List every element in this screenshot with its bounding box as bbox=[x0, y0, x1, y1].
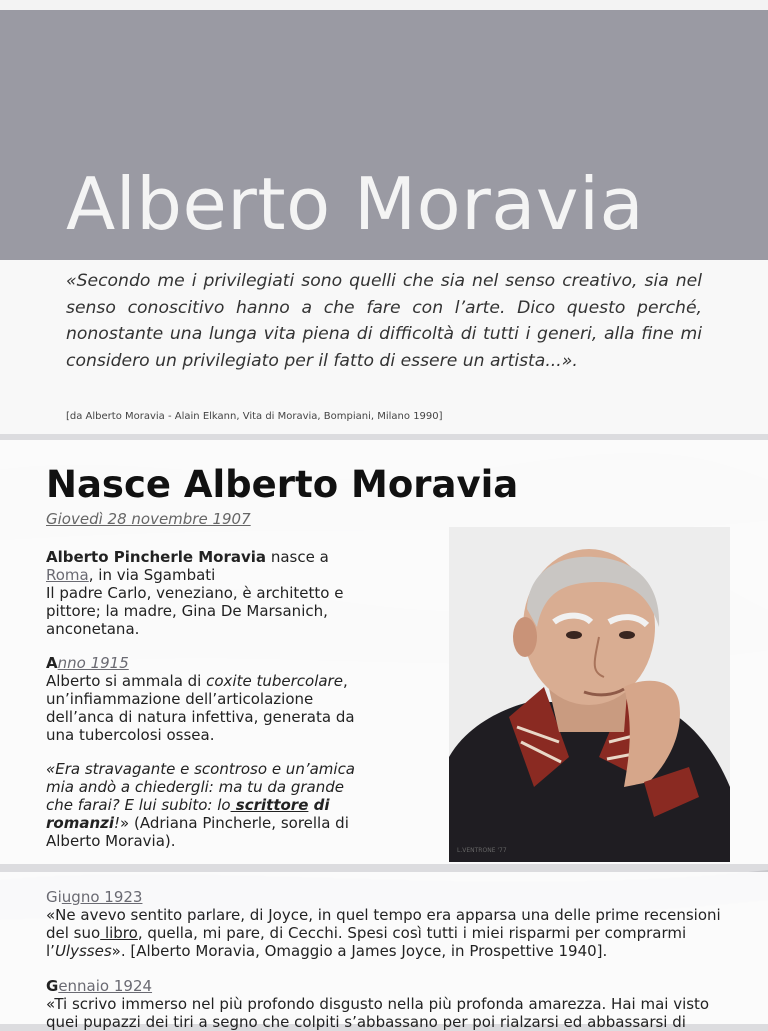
novels-text: di romanzi bbox=[46, 796, 330, 832]
birth-date-link[interactable]: Giovedì 28 novembre 1907 bbox=[46, 510, 251, 528]
memory-quote: «Era stravagante e scontroso e un’amica mia andò a chiedergli: ma tu da grande che farai? E lui subito: lo bbox=[46, 760, 356, 814]
quote-block bbox=[0, 260, 768, 434]
jan-1924-initial: G bbox=[46, 977, 59, 995]
letter-text: «Ti scrivo immerso nel più profondo disgusto nella più profonda amarezza. Hai mai visto quei pupazzi dei tiri a segno che colpiti s’abbassano per poi rialzarsi ed abbassarsi di bbox=[46, 995, 710, 1031]
year-1915-heading bbox=[46, 654, 129, 672]
ulysses-title: Ulysses bbox=[54, 942, 112, 960]
header-banner bbox=[0, 8, 768, 260]
memory-exclaim: ! bbox=[114, 814, 121, 832]
joyce-text-1: «Ne avevo sentito parlare, di Joyce, in quel tempo era apparsa una delle prime recensioni del suo bbox=[46, 906, 721, 942]
entry-june-1923 bbox=[46, 888, 726, 960]
parents-text: Il padre Carlo, veneziano, è architetto e pittore; la madre, Gina De Marsanich, anconetana. bbox=[46, 584, 344, 638]
june-1923-link[interactable]: ugno 1923 bbox=[61, 888, 143, 906]
year-1915-paragraph bbox=[46, 654, 366, 744]
entry-jan-1924 bbox=[46, 977, 726, 1031]
memory-source: (Adriana Pincherle, sorella di Alberto Moravia). bbox=[46, 814, 349, 850]
sister-memory bbox=[46, 760, 366, 850]
illness-description: , un’infiammazione dell’articolazione dell’anca di natura infettiva, generata da una tubercolosi ossea. bbox=[46, 672, 355, 744]
section-heading: Nasce Alberto Moravia bbox=[46, 463, 519, 506]
birth-paragraph bbox=[46, 548, 366, 638]
joyce-text-3: ». [Alberto Moravia, Omaggio a James Joyce, in Prospettive 1940]. bbox=[111, 942, 608, 960]
joyce-text-2: , quella, mi pare, di Cecchi. Spesi così tutti i miei risparmi per comprarmi l’ bbox=[46, 924, 687, 960]
illness-text: Alberto si ammala di bbox=[46, 672, 207, 690]
jan-1924-heading bbox=[46, 977, 152, 995]
birth-text-column bbox=[46, 548, 366, 866]
portrait-signature: L.VENTRONE '77 bbox=[457, 847, 507, 854]
section-birth bbox=[0, 440, 768, 864]
page-title: Alberto Moravia bbox=[66, 162, 645, 246]
disease-name: coxite tubercolare bbox=[206, 672, 343, 690]
header-top-strip bbox=[0, 0, 768, 10]
june-1923-initial: Gi bbox=[46, 888, 62, 906]
year-1915-initial: A bbox=[46, 654, 58, 672]
jan-1924-link[interactable]: ennaio 1924 bbox=[58, 977, 153, 995]
year-1915-link[interactable]: nno 1915 bbox=[57, 654, 129, 672]
birth-text: nasce a bbox=[266, 548, 329, 566]
quote-citation: [da Alberto Moravia - Alain Elkann, Vita di Moravia, Bompiani, Milano 1990] bbox=[66, 411, 443, 422]
book-link[interactable]: libro bbox=[100, 924, 138, 942]
section-timeline bbox=[0, 872, 768, 1031]
june-1923-heading bbox=[46, 888, 142, 906]
writer-link[interactable]: scrittore bbox=[230, 796, 309, 814]
memory-close: » bbox=[120, 814, 130, 832]
rome-link[interactable]: Roma bbox=[46, 566, 89, 584]
opening-quote: «Secondo me i privilegiati sono quelli che sia nel senso creativo, sia nel senso conoscitivo hanno a che fare con l’arte. Dico questo perché, nonostante una lunga vita piena di difficoltà di tutti i generi, alla fine mi considero un privilegiato per il fatto di essere un artista...». bbox=[66, 271, 702, 371]
street-text: , in via Sgambati bbox=[88, 566, 216, 584]
full-name: Alberto Pincherle Moravia bbox=[46, 548, 267, 566]
moravia-portrait bbox=[449, 527, 730, 862]
